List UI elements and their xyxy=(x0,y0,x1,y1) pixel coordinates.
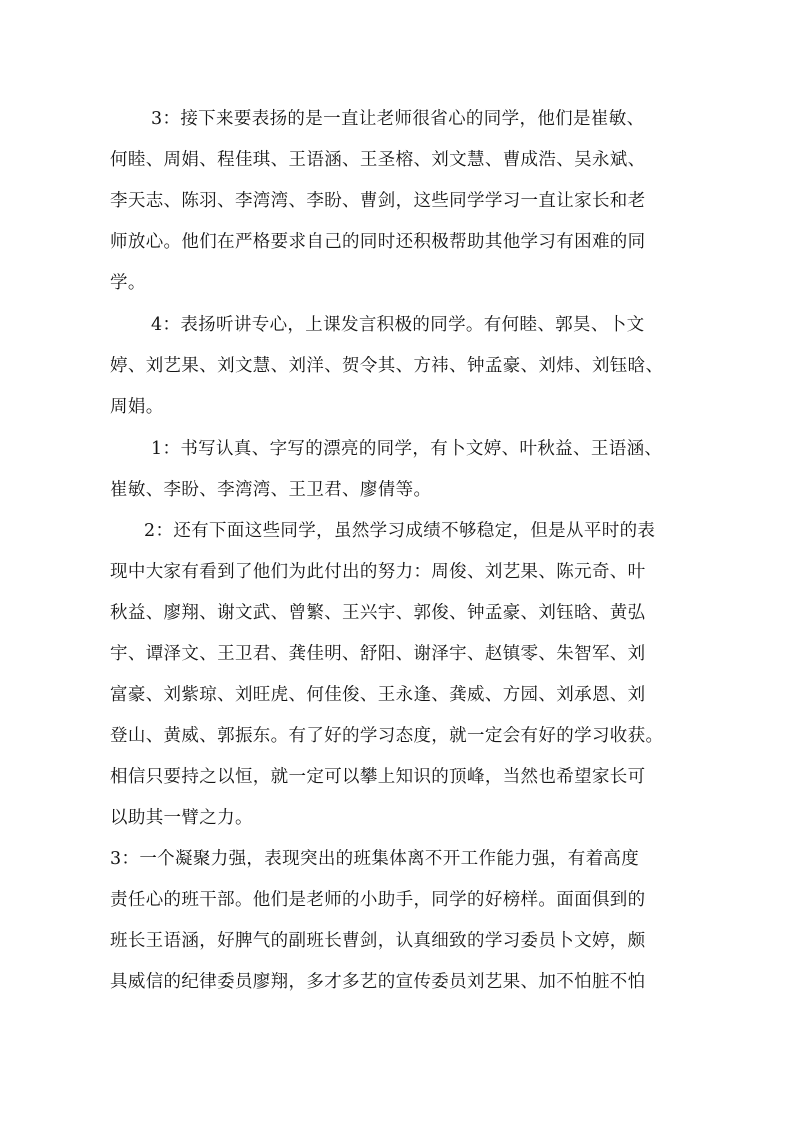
text-line: 2：还有下面这些同学，虽然学习成绩不够稳定，但是从平时的表 xyxy=(144,521,656,541)
text-line: 婷、刘艺果、刘文慧、刘洋、贺令其、方祎、钟孟豪、刘炜、刘钰晗、 xyxy=(110,356,664,376)
text-line: 师放心。他们在严格要求自己的同时还积极帮助其他学习有困难的同 xyxy=(110,232,646,252)
text-line: 富豪、刘紫琼、刘旺虎、何佳俊、王永逢、龚威、方园、刘承恩、刘 xyxy=(110,685,646,705)
text-line: 崔敏、李盼、李湾湾、王卫君、廖倩等。 xyxy=(110,480,432,500)
text-line: 责任心的班干部。他们是老师的小助手，同学的好榜样。面面俱到的 xyxy=(110,890,646,910)
text-line: 现中大家有看到了他们为此付出的努力：周俊、刘艺果、陈元奇、叶 xyxy=(110,562,646,582)
text-line: 相信只要持之以恒，就一定可以攀上知识的顶峰，当然也希望家长可 xyxy=(110,767,646,787)
text-line: 以助其一臂之力。 xyxy=(110,808,253,828)
text-line: 4：表扬听讲专心，上课发言积极的同学。有何睦、郭昊、卜文 xyxy=(151,315,645,335)
text-line: 学。 xyxy=(110,273,146,293)
text-line: 3：接下来要表扬的是一直让老师很省心的同学，他们是崔敏、 xyxy=(151,109,645,129)
text-line: 宇、谭泽文、王卫君、龚佳明、舒阳、谢泽宇、赵镇零、朱智军、刘 xyxy=(110,644,646,664)
text-line: 何睦、周娟、程佳琪、王语涵、王圣榕、刘文慧、曹成浩、吴永斌、 xyxy=(110,150,646,170)
text-line: 3：一个凝聚力强，表现突出的班集体离不开工作能力强，有着高度 xyxy=(110,849,640,869)
text-line: 具威信的纪律委员廖翔，多才多艺的宣传委员刘艺果、加不怕脏不怕 xyxy=(110,972,646,992)
text-line: 周娟。 xyxy=(110,397,164,417)
text-line: 李天志、陈羽、李湾湾、李盼、曹剑，这些同学学习一直让家长和老 xyxy=(110,191,646,211)
text-line: 1：书写认真、字写的漂亮的同学，有卜文婷、叶秋益、王语涵、 xyxy=(151,439,663,459)
text-line: 登山、黄威、郭振东。有了好的学习态度，就一定会有好的学习收获。 xyxy=(110,726,664,746)
text-line: 秋益、廖翔、谢文武、曾繁、王兴宇、郭俊、钟孟豪、刘钰晗、黄弘 xyxy=(110,603,646,623)
text-line: 班长王语涵，好脾气的副班长曹剑，认真细致的学习委员卜文婷，颇 xyxy=(110,931,646,951)
